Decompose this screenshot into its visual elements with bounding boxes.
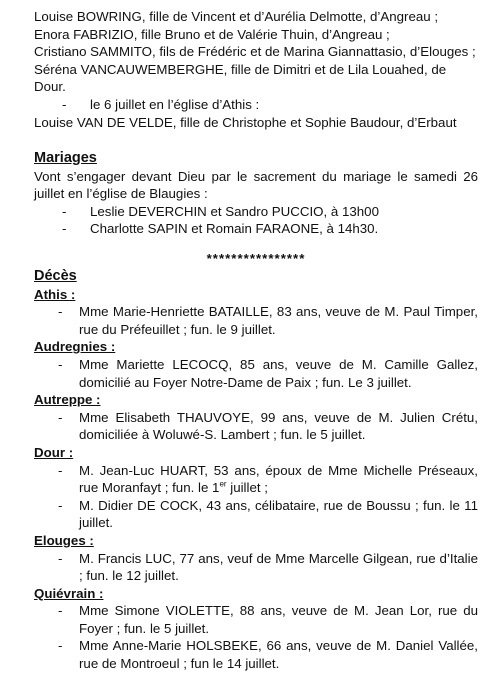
- mariage-couple: - Leslie DEVERCHIN et Sandro PUCCIO, à 13h00: [34, 203, 478, 221]
- bapteme-entry: Séréna VANCAUWEMBERGHE, fille de Dimitri et de Lila Louahed, de Dour.: [34, 61, 447, 95]
- deces-entry: - M. Didier DE COCK, 43 ans, célibataire, rue de Boussu ; fun. le 11 juillet.: [34, 497, 478, 532]
- place-dour: Dour :: [34, 444, 74, 460]
- mariages-section: [34, 150, 478, 238]
- deces-section: [34, 268, 478, 673]
- baptemes-section: [34, 8, 478, 131]
- athis-date-line: - le 6 juillet en l’église d’Athis :: [34, 96, 478, 114]
- bapteme-entry: Enora FABRIZIO, fille Bruno et de Valérie Thuin, d’Angreau ;: [34, 26, 390, 42]
- bapteme-entry: Louise BOWRING, fille de Vincent et d’Aurélia Delmotte, d’Angreau ;: [34, 9, 439, 24]
- deces-entry: - M. Jean-Luc HUART, 53 ans, époux de Mme Michelle Préseaux, rue Moranfayt ; fun. le 1er juillet ;: [34, 462, 478, 497]
- mariage-couple: - Charlotte SAPIN et Romain FARAONE, à 14h30.: [34, 220, 478, 238]
- place-autreppe: Autreppe :: [34, 392, 101, 408]
- mariages-heading: Mariages: [34, 150, 97, 166]
- deces-entry: - Mme Mariette LECOCQ, 85 ans, veuve de M. Camille Gallez, domicilié au Foyer Notre-Dame de Paix ; fun. Le 3 juillet.: [34, 356, 478, 391]
- deces-entry: - Mme Simone VIOLETTE, 88 ans, veuve de M. Jean Lor, rue du Foyer ; fun. le 5 juillet.: [34, 602, 478, 637]
- place-elouges: Elouges :: [34, 532, 94, 548]
- deces-entry: - M. Francis LUC, 77 ans, veuf de Mme Marcelle Gilgean, rue d’Italie ; fun. le 12 juillet.: [34, 550, 478, 585]
- deces-entry: - Mme Marie-Henriette BATAILLE, 83 ans, veuve de M. Paul Timper, rue du Préfeuillet ; fun. le 9 juillet.: [34, 303, 478, 338]
- place-audregnies: Audregnies :: [34, 339, 116, 355]
- deces-entry: - Mme Anne-Marie HOLSBEKE, 66 ans, veuve de M. Daniel Vallée, rue de Montroeul ; fun le 14 juillet.: [34, 637, 478, 672]
- bapteme-entry: Cristiano SAMMITO, fils de Frédéric et de Marina Giannattasio, d’Elouges ;: [34, 44, 476, 60]
- place-athis: Athis :: [34, 286, 76, 302]
- deces-heading: Décès: [34, 268, 77, 284]
- mariages-intro: Vont s’engager devant Dieu par le sacrement du mariage le samedi 26 juillet en l’église de Blaugies :: [34, 168, 478, 202]
- bapteme-entry: Louise VAN DE VELDE, fille de Christophe et Sophie Baudour, d’Erbaut: [34, 114, 457, 130]
- separator-stars: ****************: [206, 251, 306, 266]
- deces-entry: - Mme Elisabeth THAUVOYE, 99 ans, veuve de M. Julien Crétu, domiciliée à Woluwé-S. Lambert ; fun. le 5 juillet.: [34, 409, 478, 444]
- place-quievrain: Quiévrain :: [34, 585, 104, 601]
